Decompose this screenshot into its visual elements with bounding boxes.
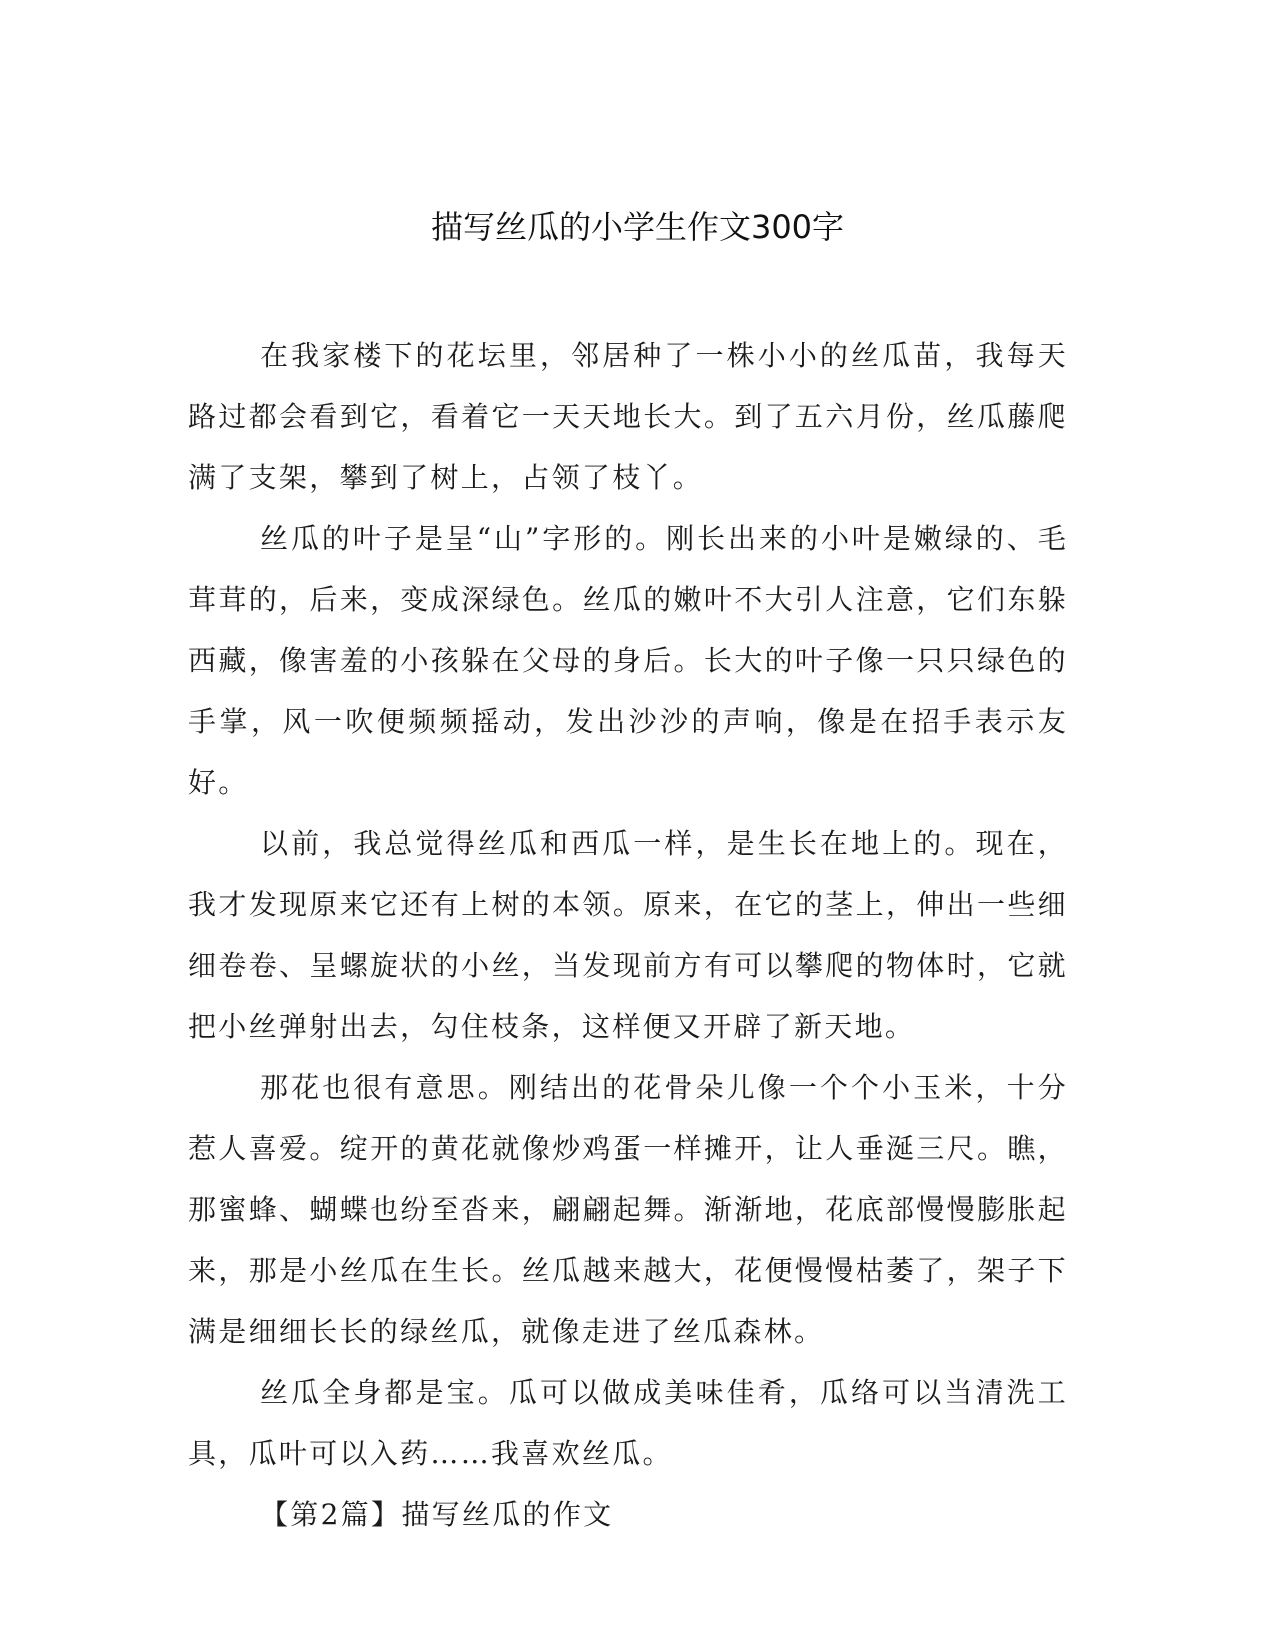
paragraph-2: 丝瓜的叶子是呈“山”字形的。刚长出来的小叶是嫩绿的、毛茸茸的，后来，变成深绿色。丝瓜的嫩叶不大引人注意，它们东躲西藏，像害羞的小孩躲在父母的身后。长大的叶子像一只只绿色的手掌，风一吹便频频摇动，发出沙沙的声响，像是在招手表示友好。 [188,522,1068,799]
paragraph-5: 丝瓜全身都是宝。瓜可以做成美味佳肴，瓜络可以当清洗工具，瓜叶可以入药……我喜欢丝瓜。 [188,1376,1068,1470]
document-body [188,325,1068,1545]
section-heading-2: 【第2篇】描写丝瓜的作文 [260,1498,614,1531]
document-title: 描写丝瓜的小学生作文300字 [430,208,845,246]
paragraph-1: 在我家楼下的花坛里，邻居种了一株小小的丝瓜苗，我每天路过都会看到它，看着它一天天地长大。到了五六月份，丝瓜藤爬满了支架，攀到了树上，占领了枝丫。 [188,339,1068,494]
paragraph-3: 以前，我总觉得丝瓜和西瓜一样，是生长在地上的。现在，我才发现原来它还有上树的本领。原来，在它的茎上，伸出一些细细卷卷、呈螺旋状的小丝，当发现前方有可以攀爬的物体时，它就把小丝弹射出去，勾住枝条，这样便又开辟了新天地。 [188,827,1068,1043]
paragraph-4: 那花也很有意思。刚结出的花骨朵儿像一个个小玉米，十分惹人喜爱。绽开的黄花就像炒鸡蛋一样摊开，让人垂涎三尺。瞧，那蜜蜂、蝴蝶也纷至沓来，翩翩起舞。渐渐地，花底部慢慢膨胀起来，那是小丝瓜在生长。丝瓜越来越大，花便慢慢枯萎了，架子下满是细细长长的绿丝瓜，就像走进了丝瓜森林。 [188,1071,1068,1348]
